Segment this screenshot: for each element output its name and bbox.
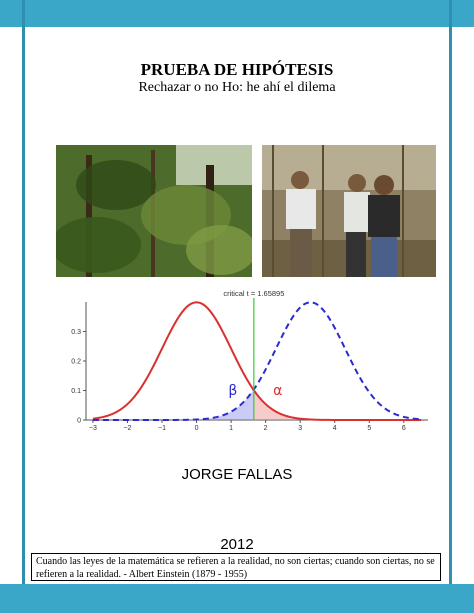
publication-year: 2012 [220, 536, 254, 553]
document-title: PRUEBA DE HIPÓTESIS [140, 60, 334, 79]
x-tick-label: 4 [332, 425, 337, 432]
x-tick-label: −1 [158, 425, 166, 432]
chart-svg [64, 288, 436, 436]
document-subtitle: Rechazar o no Ho: he ahí el dilema [138, 80, 336, 95]
top-banner [0, 0, 474, 27]
einstein-quote: Cuando las leyes de la matemática se refieren a la realidad, no son ciertas; cuando son ciertas, no se refieren a la realidad. - Albert Einstein (1879 - 1955) [31, 553, 441, 581]
x-tick-label: 2 [263, 425, 268, 432]
field-workers-photo [262, 145, 436, 277]
chart-title: critical t = 1.65895 [223, 289, 285, 298]
x-tick-label: 1 [229, 425, 234, 432]
hypothesis-test-chart [64, 288, 436, 436]
x-tick-label: 0 [194, 425, 199, 432]
x-tick-label: 3 [298, 425, 303, 432]
author-name: JORGE FALLAS [181, 466, 293, 483]
x-tick-label: 5 [367, 425, 372, 432]
bottom-banner [0, 584, 474, 613]
y-tick-label: 0.2 [71, 358, 81, 366]
forest-photo [56, 145, 252, 277]
beta-label: β [228, 382, 238, 399]
x-tick-label: −3 [88, 425, 97, 432]
x-tick-label: −2 [123, 425, 132, 432]
x-tick-label: 6 [401, 425, 406, 432]
y-tick-label: 0.3 [71, 329, 81, 336]
y-tick-label: 0 [77, 417, 81, 425]
alpha-label: α [273, 382, 283, 399]
y-tick-label: 0.1 [71, 388, 81, 395]
